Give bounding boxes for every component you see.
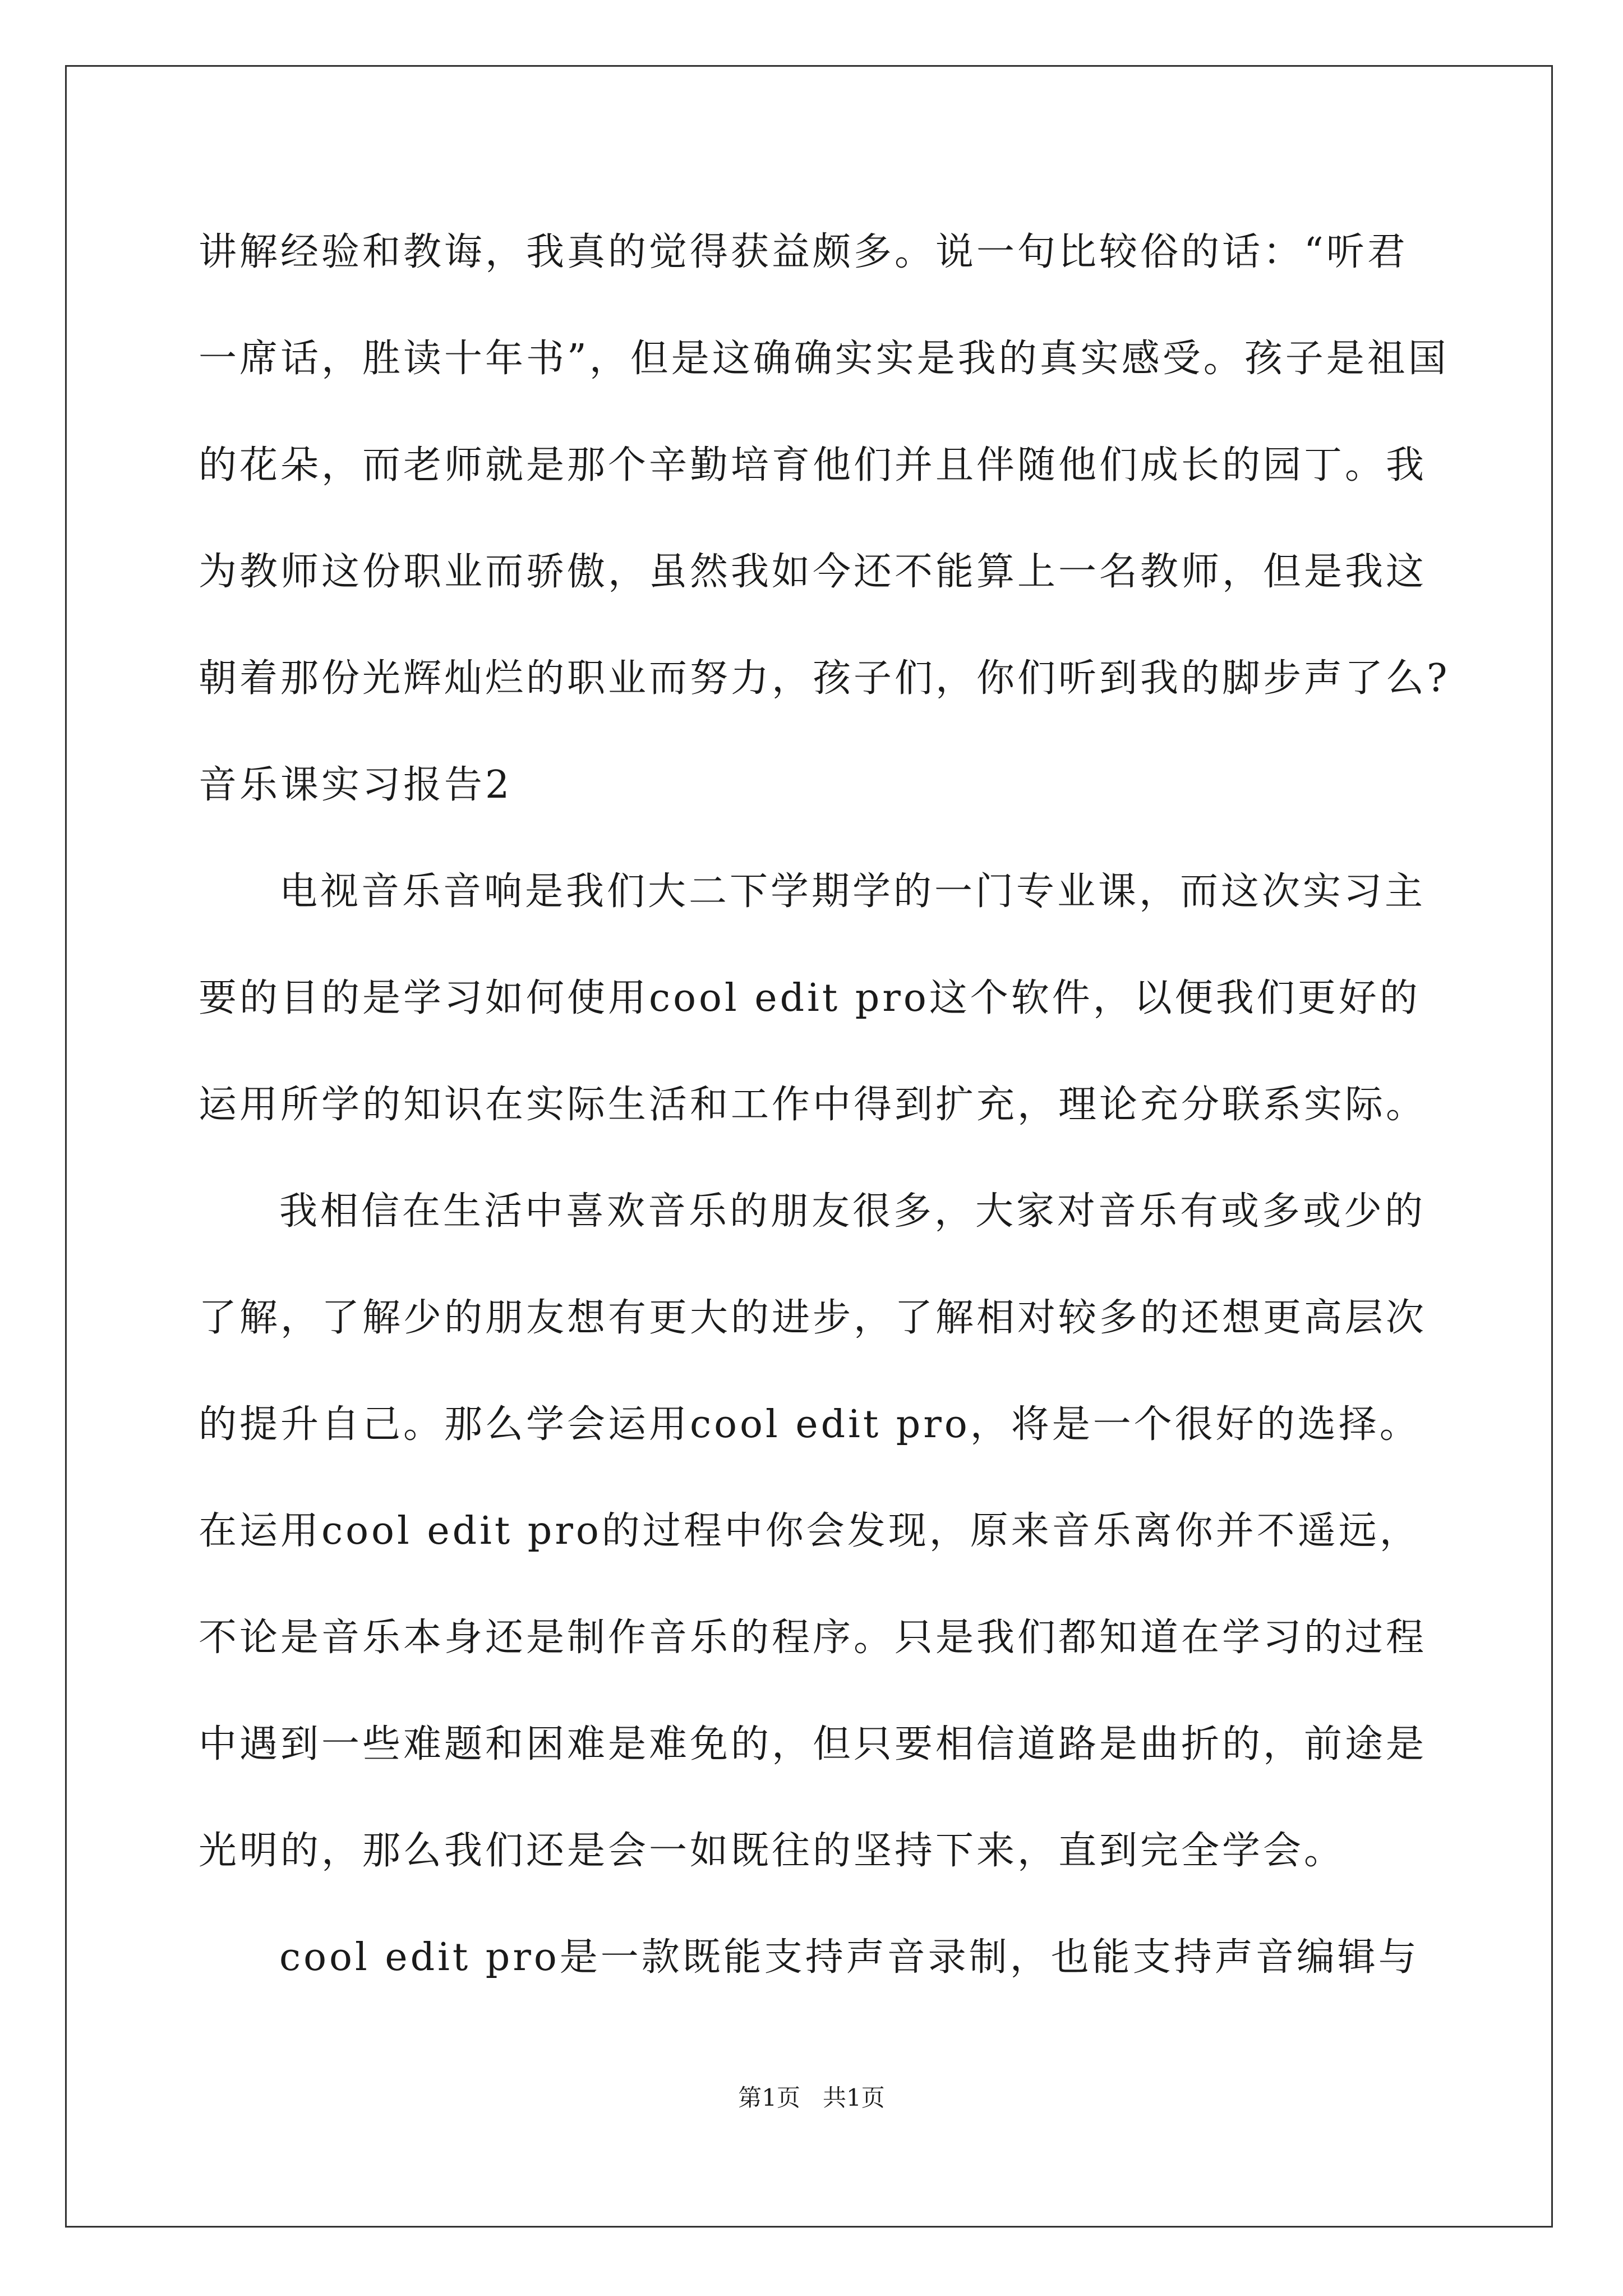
section-heading: 音乐课实习报告2: [199, 763, 513, 807]
body-text-line: 朝着那份光辉灿烂的职业而努力，孩子们，你们听到我的脚步声了么?: [199, 656, 1450, 701]
body-text-line: 的花朵，而老师就是那个辛勤培育他们并且伴随他们成长的园丁。我: [199, 443, 1427, 487]
paragraph-line: 的提升自己。那么学会运用cool edit pro，将是一个很好的选择。: [199, 1402, 1421, 1447]
page-footer: 第1页 共1页: [738, 2084, 885, 2111]
paragraph-line: 我相信在生活中喜欢音乐的朋友很多，大家对音乐有或多或少的: [279, 1189, 1426, 1234]
paragraph-line: 光明的，那么我们还是会一如既往的坚持下来，直到完全学会。: [199, 1829, 1345, 1873]
body-text-line: 一席话，胜读十年书”，但是这确确实实是我的真实感受。孩子是祖国: [199, 337, 1449, 381]
body-text-line: 讲解经验和教诲，我真的觉得获益颇多。说一句比较俗的话：“听君: [199, 230, 1408, 274]
paragraph-line: 不论是音乐本身还是制作音乐的程序。只是我们都知道在学习的过程: [199, 1616, 1427, 1660]
paragraph-line: 了解，了解少的朋友想有更大的进步，了解相对较多的还想更高层次: [199, 1296, 1427, 1340]
paragraph-line: 在运用cool edit pro的过程中你会发现，原来音乐离你并不遥远，: [199, 1509, 1421, 1553]
paragraph-line: 中遇到一些难题和困难是难免的，但只要相信道路是曲折的，前途是: [199, 1722, 1427, 1766]
paragraph-line: cool edit pro是一款既能支持声音录制，也能支持声音编辑与: [279, 1935, 1419, 1980]
paragraph-line: 电视音乐音响是我们大二下学期学的一门专业课，而这次实习主: [279, 869, 1426, 914]
page-border: [65, 65, 1553, 2228]
paragraph-line: 要的目的是学习如何使用cool edit pro这个软件，以便我们更好的: [199, 976, 1421, 1020]
body-text-line: 为教师这份职业而骄傲，虽然我如今还不能算上一名教师，但是我这: [199, 550, 1427, 594]
paragraph-line: 运用所学的知识在实际生活和工作中得到扩充，理论充分联系实际。: [199, 1083, 1427, 1127]
